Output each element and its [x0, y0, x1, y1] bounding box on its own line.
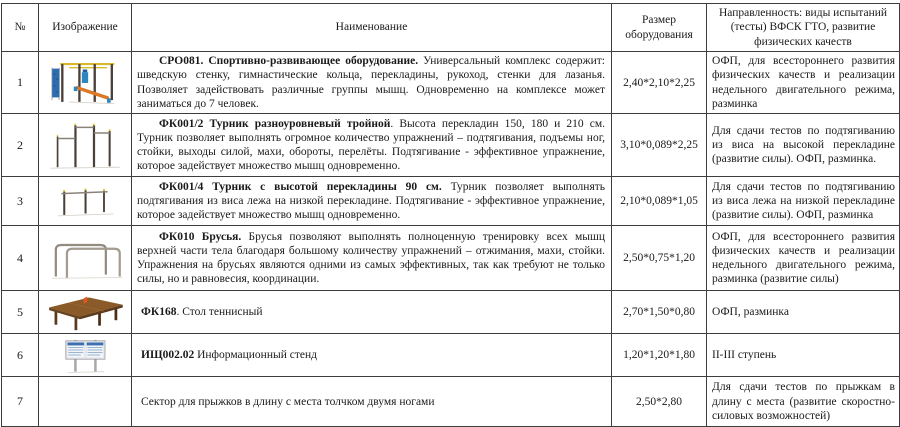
equipment-code: ИЩ002.02 [141, 349, 195, 361]
direction-cell: Для сдачи тестов по прыжкам в длину с места (развитие скоростно-силовых возможностей) [707, 377, 900, 427]
sports-complex-image [40, 56, 130, 110]
table-header-row [2, 4, 900, 52]
info-stand-image [40, 335, 130, 375]
header-image: Изображение [39, 4, 132, 52]
table-row [2, 377, 900, 427]
image-cell [39, 177, 132, 226]
name-cell [132, 334, 612, 377]
direction-cell: ОФП, разминка [707, 291, 900, 334]
table-row [2, 291, 900, 334]
name-cell [132, 177, 612, 226]
equipment-description: Универсальный комплекс содержит: шведскую стенку, гимнастические кольца, перекладины, рукоход, стенки для лазанья. Позволяет задействовать различные группы мышц. Одновременно на комплексе может заниматься до 7 человек. [137, 55, 605, 110]
name-cell [132, 226, 612, 291]
row-number: 1 [2, 52, 39, 114]
parallel-bars-image [40, 233, 130, 283]
equipment-description: Брусья позволяют выполнять полноценную тренировку всех мышц верхней части тела благодаря большому количеству упражнений – отжимания, махи, стойки. Упражнения на брусьях являются одними из самых эффективных, так как требуют не только силы, но и равновесия, координации. [137, 230, 606, 286]
header-name: Наименование [132, 4, 612, 52]
size-cell: 1,20*1,20*1,80 [612, 334, 707, 377]
image-cell-empty [39, 377, 132, 427]
size-cell: 3,10*0,089*2,25 [612, 114, 707, 177]
header-number: № [2, 4, 39, 52]
row-number: 4 [2, 226, 39, 291]
size-cell: 2,70*1,50*0,80 [612, 291, 707, 334]
equipment-description: Турник позволяет выполнять подтягивания из виса лежа на низкой перекладине. Подтягивание - эффективное упражнение, которое задействует множество мышц одновременно. [137, 180, 605, 222]
table-row [2, 177, 900, 226]
image-cell [39, 114, 132, 177]
row-number: 5 [2, 291, 39, 334]
size-cell: 2,10*0,089*1,05 [612, 177, 707, 226]
name-cell [132, 291, 612, 334]
equipment-code: СРО081. Спортивно-развивающее оборудование. [159, 55, 419, 68]
direction-cell: Для сдачи тестов по подтягиванию из виса на высокой перекладине (развитие силы). ОФП, разминка. [707, 114, 900, 177]
table-row [2, 226, 900, 291]
name-cell [132, 52, 612, 114]
equipment-description: Сектор для прыжков в длину с места толчком двумя ногами [141, 395, 435, 408]
table-row [2, 52, 900, 114]
image-cell [39, 226, 132, 291]
equipment-code: ФК168 [141, 306, 177, 318]
direction-cell: Для сдачи тестов по подтягиванию из виса лежа на низкой перекладине (развитие силы). ОФП, разминка [707, 177, 900, 226]
size-cell: 2,50*2,80 [612, 377, 707, 427]
size-cell: 2,50*0,75*1,20 [612, 226, 707, 291]
direction-cell: ОФП, для всестороннего развития физических качеств и реализации недельного двигательного режима, разминка [707, 52, 900, 114]
image-cell [39, 334, 132, 377]
equipment-description: Информационный стенд [194, 349, 317, 361]
low-pullup-bar-image [40, 181, 130, 221]
name-cell [132, 377, 612, 427]
image-cell [39, 291, 132, 334]
header-direction: Направленность: виды испытаний (тесты) ВФСК ГТО, развитие физических качеств [707, 4, 900, 52]
equipment-code: ФК001/4 Турник с высотой перекладины 90 см. [159, 180, 442, 193]
triple-pullup-bar-image [40, 117, 130, 173]
table-row [2, 334, 900, 377]
tennis-table-image [40, 292, 130, 332]
equipment-description: . Высота перекладин 150, 180 и 210 см. Турник позволяет выполнять огромное количество упражнений – подтягивания, подъемы ног, стойки, выходы силой, махи, обороты, перелёты. Подтягивание - эффективное упражнение, которое задействует множество мышц одновременно. [137, 117, 605, 173]
equipment-code: ФК010 Брусья. [159, 230, 242, 243]
row-number: 7 [2, 377, 39, 427]
header-size: Размер оборудования [612, 4, 707, 52]
row-number: 6 [2, 334, 39, 377]
size-cell: 2,40*2,10*2,25 [612, 52, 707, 114]
direction-cell: II-III ступень [707, 334, 900, 377]
direction-cell: ОФП, для всестороннего развития физических качеств и реализации недельного двигательного режима, разминка (развитие силы) [707, 226, 900, 291]
equipment-description: . Стол теннисный [176, 306, 263, 318]
equipment-code: ФК001/2 Турник разноуровневый тройной [159, 117, 391, 130]
equipment-table [1, 3, 900, 427]
image-cell [39, 52, 132, 114]
row-number: 2 [2, 114, 39, 177]
name-cell [132, 114, 612, 177]
row-number: 3 [2, 177, 39, 226]
table-row [2, 114, 900, 177]
